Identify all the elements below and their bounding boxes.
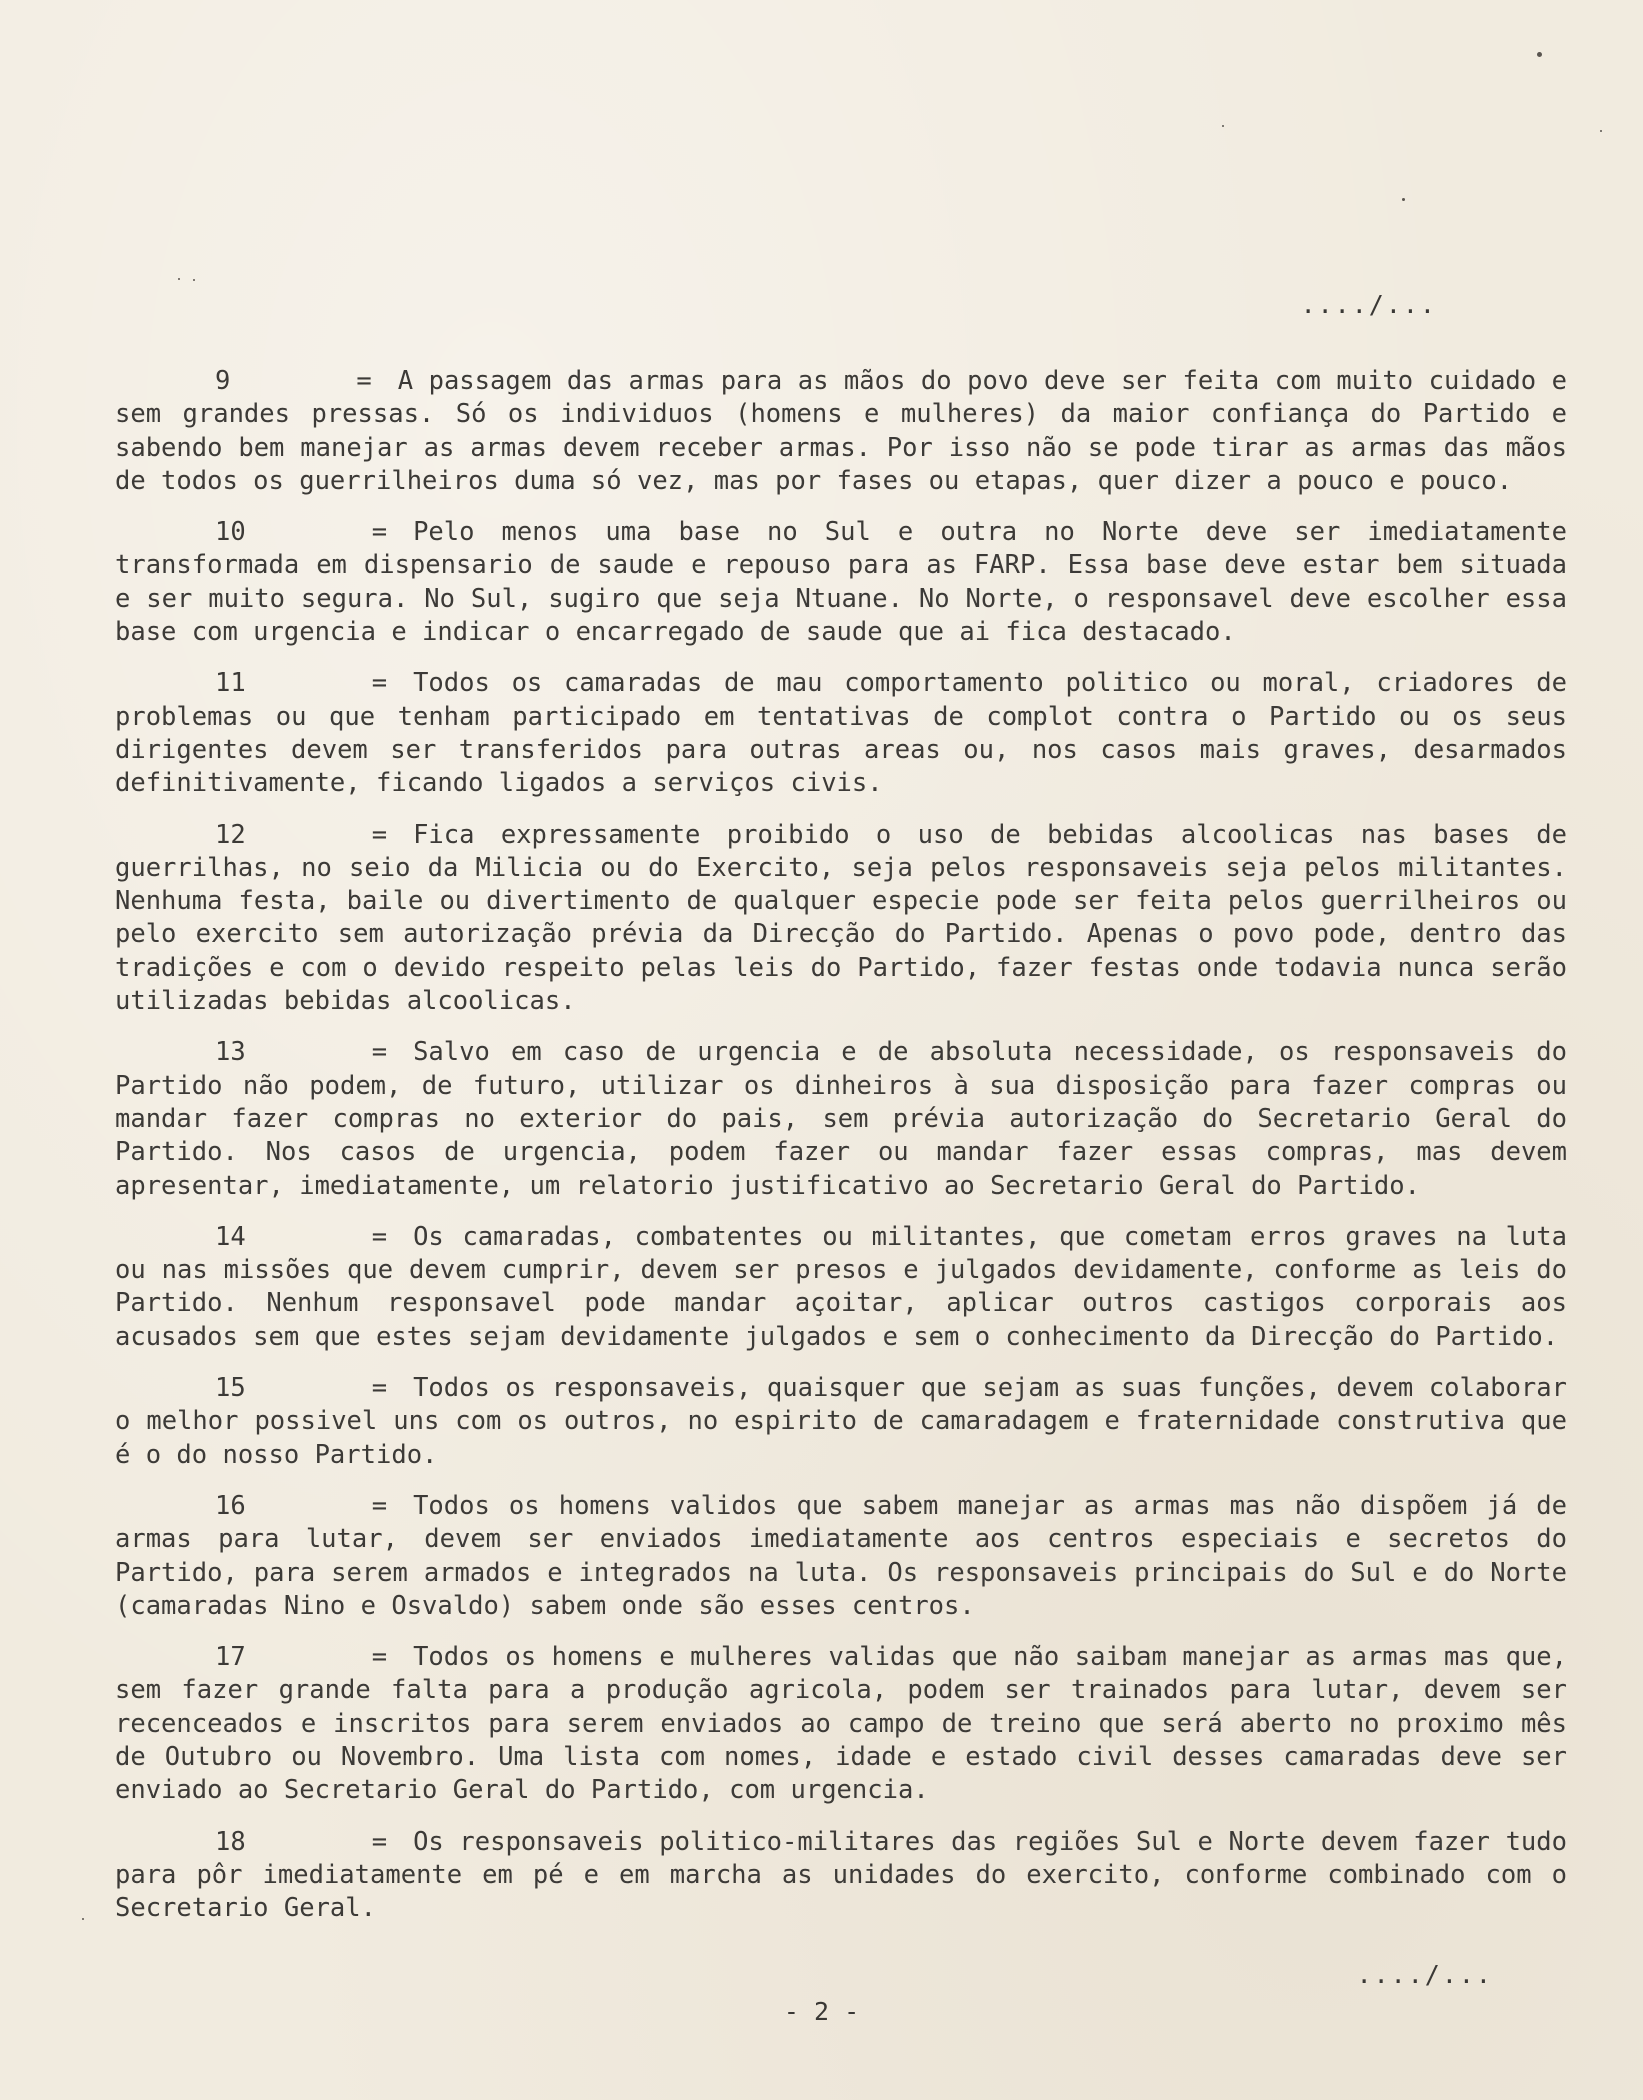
item-16 xyxy=(115,1490,1567,1623)
item-number: 17 xyxy=(215,1642,246,1673)
paper-speck xyxy=(178,278,180,280)
item-text: Os camaradas, combatentes ou militantes, que cometam erros graves na luta ou nas missões que devem cumprir, devem ser presos e julgados devidamente, conforme as leis do Partido. Nenhum responsavel pode mandar açoitar, aplicar outros castigos corporais aos acusados sem que estes sejam devidamente julgados e sem o conhecimento da Direcção do Partido. xyxy=(115,1221,1567,1352)
item-text: Pelo menos uma base no Sul e outra no Norte deve ser imediatamente transformada em dispensario de saude e repouso para as FARP. Essa base deve estar bem situada e ser muito segura. No Sul, sugiro que seja Ntuane. No Norte, o responsavel deve escolher essa base com urgencia e indicar o encarregado de saude que ai fica destacado. xyxy=(115,517,1567,648)
item-text: Todos os homens e mulheres validas que não saibam manejar as armas mas que, sem fazer grande falta para a produção agricola, podem ser trainados para lutar, devem ser recenceados e inscritos para serem enviados ao campo de treino que será aberto no proximo mês de Outubro ou Novembro. Uma lista com nomes, idade e estado civil desses camaradas deve ser enviado ao Secretario Geral do Partido, com urgencia. xyxy=(115,1642,1567,1806)
item-text: Fica expressamente proibido o uso de bebidas alcoolicas nas bases de guerrilhas, no seio da Milicia ou do Exercito, seja pelos responsaveis seja pelos militantes. Nenhuma festa, baile ou divertimento de qualquer especie pode ser feita pelos guerrilheiros ou pelo exercito sem autorização prévia da Direcção do Partido. Apenas o povo pode, dentro das tradições e com o devido respeito pelas leis do Partido, fazer festas onde todavia nunca serão utilizadas bebidas alcoolicas. xyxy=(115,819,1567,1017)
item-18 xyxy=(115,1826,1567,1926)
item-number: 10 xyxy=(215,517,246,548)
item-number: 13 xyxy=(215,1037,246,1068)
item-9 xyxy=(115,365,1567,498)
document-body xyxy=(115,365,1567,1943)
item-separator: = xyxy=(371,1037,388,1068)
item-separator: = xyxy=(371,1373,388,1404)
item-11 xyxy=(115,667,1567,800)
item-15 xyxy=(115,1372,1567,1472)
paper-speck xyxy=(82,1918,84,1920)
item-separator: = xyxy=(356,366,372,396)
paper-speck xyxy=(1600,130,1602,132)
item-number: 15 xyxy=(215,1373,246,1404)
item-10 xyxy=(115,516,1567,649)
item-text: Os responsaveis politico-militares das regiões Sul e Norte devem fazer tudo para pôr imediatamente em pé e em marcha as unidades do exercito, conforme combinado com o Secretario Geral. xyxy=(115,1826,1567,1924)
item-separator: = xyxy=(371,517,388,548)
item-separator: = xyxy=(371,1221,388,1252)
page-number: - 2 - xyxy=(783,1997,860,2026)
item-separator: = xyxy=(371,1490,388,1521)
continuation-mark-bottom: ..../... xyxy=(1356,1960,1493,1989)
paper-speck xyxy=(1222,125,1224,127)
item-number: 18 xyxy=(215,1826,246,1857)
item-separator: = xyxy=(371,668,388,699)
item-number: 9 xyxy=(215,366,231,396)
paper-speck xyxy=(193,279,195,281)
item-13 xyxy=(115,1036,1567,1202)
paper-speck xyxy=(1402,198,1405,201)
item-12 xyxy=(115,819,1567,1019)
continuation-mark-top: ..../... xyxy=(1300,290,1437,319)
item-number: 16 xyxy=(215,1490,246,1521)
item-17 xyxy=(115,1641,1567,1807)
item-text: Todos os responsaveis, quaisquer que sejam as suas funções, devem colaborar o melhor possivel uns com os outros, no espirito de camaradagem e fraternidade construtiva que é o do nosso Partido. xyxy=(115,1373,1567,1470)
item-separator: = xyxy=(371,819,388,850)
item-separator: = xyxy=(371,1642,388,1673)
item-number: 14 xyxy=(215,1221,246,1252)
item-number: 12 xyxy=(215,819,246,850)
item-14 xyxy=(115,1221,1567,1354)
item-separator: = xyxy=(371,1826,388,1857)
item-text: Salvo em caso de urgencia e de absoluta necessidade, os responsaveis do Partido não podem, de futuro, utilizar os dinheiros à sua disposição para fazer compras ou mandar fazer compras no exterior do pais, sem prévia autorização do Secretario Geral do Partido. Nos casos de urgencia, podem fazer ou mandar fazer essas compras, mas devem apresentar, imediatamente, um relatorio justificativo ao Secretario Geral do Partido. xyxy=(115,1037,1567,1201)
item-text: Todos os camaradas de mau comportamento politico ou moral, criadores de problemas ou que tenham participado em tentativas de complot contra o Partido ou os seus dirigentes devem ser transferidos para outras areas ou, nos casos mais graves, desarmados definitivamente, ficando ligados a serviços civis. xyxy=(115,668,1567,799)
item-text: Todos os homens validos que sabem manejar as armas mas não dispõem já de armas para lutar, devem ser enviados imediatamente aos centros especiais e secretos do Partido, para serem armados e integrados na luta. Os responsaveis principais do Sul e do Norte (camaradas Nino e Osvaldo) sabem onde são esses centros. xyxy=(115,1490,1567,1621)
item-text: A passagem das armas para as mãos do povo deve ser feita com muito cuidado e sem grandes pressas. Só os individuos (homens e mulheres) da maior confiança do Partido e sabendo bem manejar as armas devem receber armas. Por isso não se pode tirar as armas das mãos de todos os guerrilheiros duma só vez, mas por fases ou etapas, quer dizer a pouco e pouco. xyxy=(115,366,1567,496)
paper-speck xyxy=(1537,52,1542,57)
item-number: 11 xyxy=(215,668,246,699)
